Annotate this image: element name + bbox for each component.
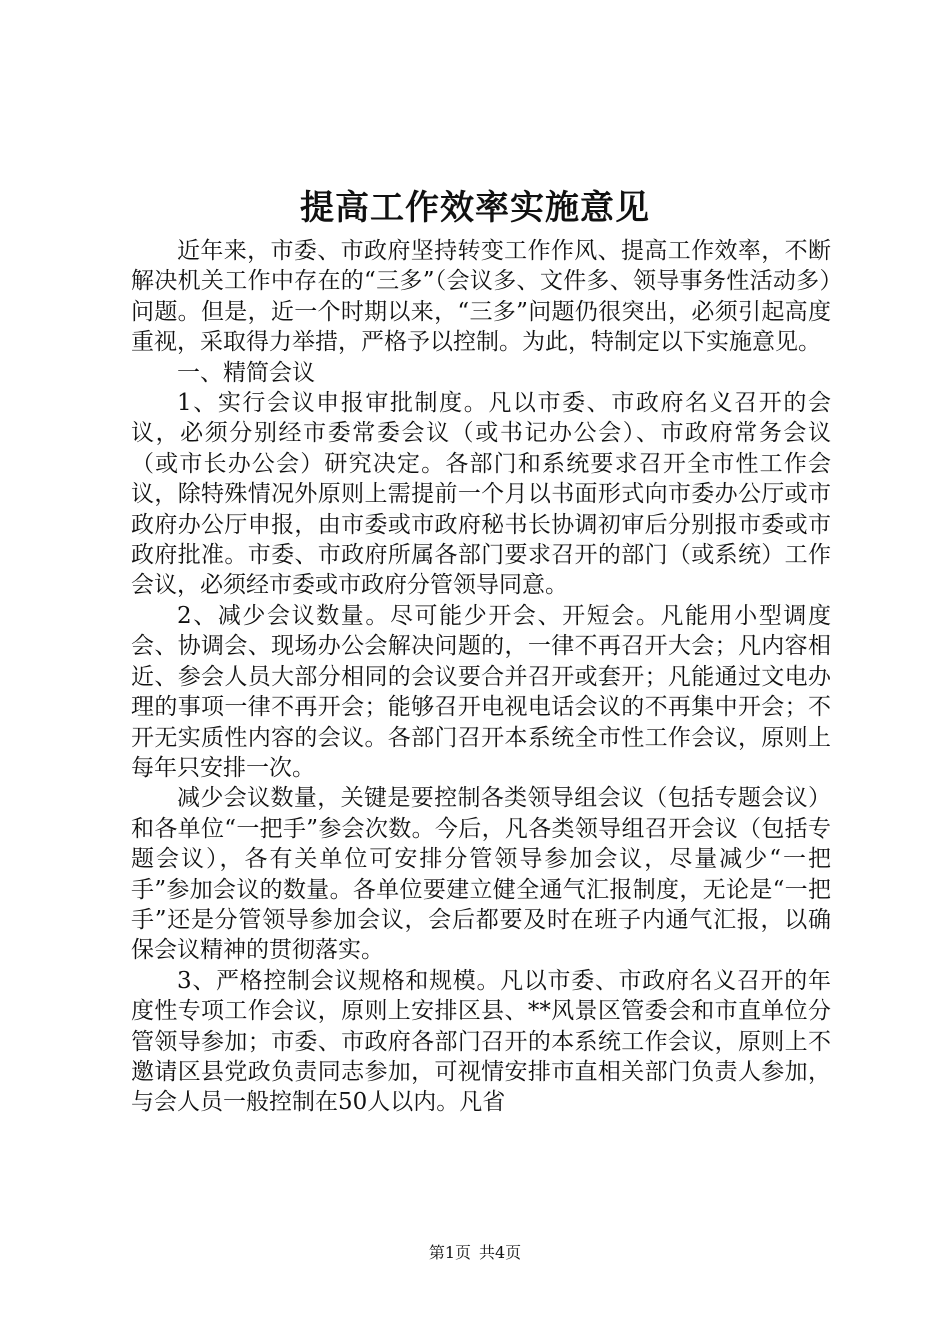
page-footer	[0, 1243, 950, 1263]
document-title: 提高工作效率实施意见	[300, 188, 650, 228]
page-number: 第1页	[428, 1243, 471, 1262]
paragraph-item-2: 2、减少会议数量。尽可能少开会、开短会。凡能用小型调度会、协调会、现场办公会解决问题的，一律不再召开大会；凡内容相近、参会人员大部分相同的会议要合并召开或套开；凡能通过文电办理的事项一律不再开会；能够召开电视电话会议的不再集中开会；不开无实质性内容的会议。各部门召开本系统全市性工作会议，原则上每年只安排一次。	[131, 602, 831, 781]
page-total: 共4页	[479, 1243, 522, 1262]
paragraph-item-2-detail: 减少会议数量，关键是要控制各类领导组会议（包括专题会议）和各单位“一把手”参会次数。今后，凡各类领导组召开会议（包括专题会议），各有关单位可安排分管领导参加会议，尽量减少“一把手”参加会议的数量。各单位要建立健全通气汇报制度，无论是“一把手”还是分管领导参加会议，会后都要及时在班子内通气汇报，以确保会议精神的贯彻落实。	[131, 785, 831, 964]
paragraph-intro: 近年来，市委、市政府坚持转变工作作风、提高工作效率，不断解决机关工作中存在的“三多”（会议多、文件多、领导事务性活动多）问题。但是，近一个时期以来，“三多”问题仍很突出，必须引起高度重视，采取得力举措，严格予以控制。为此，特制定以下实施意见。	[131, 238, 831, 356]
document-body	[131, 236, 831, 1118]
paragraph-item-1: 1、实行会议申报审批制度。凡以市委、市政府名义召开的会议，必须分别经市委常委会议（或书记办公会）、市政府常务会议（或市长办公会）研究决定。各部门和系统要求召开全市性工作会议，除特殊情况外原则上需提前一个月以书面形式向市委办公厅或市政府办公厅申报，由市委或市政府秘书长协调初审后分别报市委或市政府批准。市委、市政府所属各部门要求召开的部门（或系统）工作会议，必须经市委或市政府分管领导同意。	[131, 390, 831, 599]
section-heading: 一、精简会议	[177, 359, 315, 386]
paragraph-item-3: 3、严格控制会议规格和规模。凡以市委、市政府名义召开的年度性专项工作会议，原则上安排区县、**风景区管委会和市直单位分管领导参加；市委、市政府各部门召开的本系统工作会议，原则上不邀请区县党政负责同志参加，可视情安排市直相关部门负责人参加，与会人员一般控制在50人以内。凡省	[131, 967, 831, 1116]
